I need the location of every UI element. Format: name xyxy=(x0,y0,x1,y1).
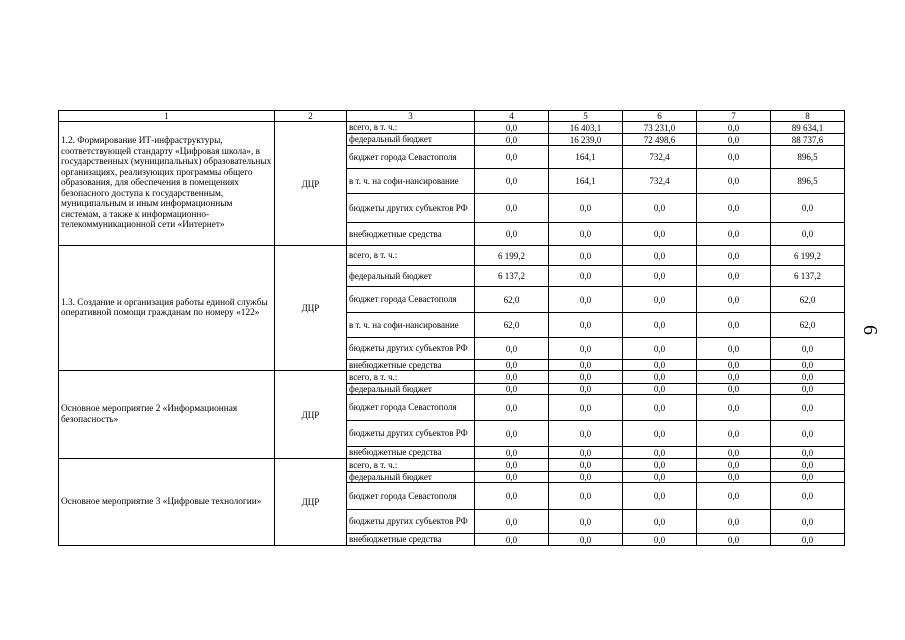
column-number: 5 xyxy=(549,111,623,122)
amount-cell: 0,0 xyxy=(623,338,697,360)
funding-source: всего, в т. ч.: xyxy=(347,246,475,266)
amount-cell: 164,1 xyxy=(549,169,623,194)
amount-cell: 0,0 xyxy=(549,371,623,384)
column-number: 8 xyxy=(771,111,845,122)
amount-cell: 0,0 xyxy=(475,223,549,246)
amount-cell: 0,0 xyxy=(549,447,623,459)
amount-cell: 0,0 xyxy=(771,510,845,534)
amount-cell: 0,0 xyxy=(623,360,697,371)
amount-cell: 0,0 xyxy=(623,287,697,313)
funding-source: бюджет города Севастополя xyxy=(347,483,475,510)
amount-cell: 0,0 xyxy=(623,483,697,510)
funding-source: в т. ч. на софи-нансирование xyxy=(347,313,475,338)
column-number: 2 xyxy=(275,111,347,122)
amount-cell: 0,0 xyxy=(697,360,771,371)
amount-cell: 0,0 xyxy=(771,360,845,371)
page-number: 6 xyxy=(859,325,881,335)
amount-cell: 0,0 xyxy=(475,360,549,371)
amount-cell: 16 239,0 xyxy=(549,134,623,146)
amount-cell: 0,0 xyxy=(475,122,549,134)
amount-cell: 0,0 xyxy=(623,447,697,459)
amount-cell: 0,0 xyxy=(697,483,771,510)
funding-source: федеральный бюджет xyxy=(347,472,475,483)
amount-cell: 0,0 xyxy=(475,134,549,146)
column-number-row xyxy=(59,111,845,122)
amount-cell: 0,0 xyxy=(549,313,623,338)
amount-cell: 0,0 xyxy=(475,338,549,360)
amount-cell: 89 634,1 xyxy=(771,122,845,134)
amount-cell: 0,0 xyxy=(771,395,845,421)
funding-source: бюджет города Севастополя xyxy=(347,287,475,313)
amount-cell: 0,0 xyxy=(475,384,549,395)
amount-cell: 6 137,2 xyxy=(771,266,845,287)
amount-cell: 0,0 xyxy=(549,223,623,246)
funding-source: внебюджетные средства xyxy=(347,360,475,371)
amount-cell: 0,0 xyxy=(475,371,549,384)
amount-cell: 732,4 xyxy=(623,169,697,194)
amount-cell: 0,0 xyxy=(549,246,623,266)
amount-cell: 0,0 xyxy=(697,510,771,534)
amount-cell: 0,0 xyxy=(623,459,697,472)
amount-cell: 896,5 xyxy=(771,169,845,194)
amount-cell: 0,0 xyxy=(771,384,845,395)
funding-source: бюджет города Севастополя xyxy=(347,395,475,421)
amount-cell: 0,0 xyxy=(475,447,549,459)
amount-cell: 0,0 xyxy=(697,371,771,384)
amount-cell: 0,0 xyxy=(771,472,845,483)
amount-cell: 72 498,6 xyxy=(623,134,697,146)
amount-cell: 0,0 xyxy=(623,421,697,447)
amount-cell: 0,0 xyxy=(697,194,771,223)
column-number: 6 xyxy=(623,111,697,122)
funding-source: внебюджетные средства xyxy=(347,447,475,459)
amount-cell: 6 137,2 xyxy=(475,266,549,287)
amount-cell: 0,0 xyxy=(475,194,549,223)
amount-cell: 0,0 xyxy=(549,510,623,534)
budget-table xyxy=(58,110,845,546)
amount-cell: 0,0 xyxy=(623,313,697,338)
amount-cell: 0,0 xyxy=(623,395,697,421)
amount-cell: 0,0 xyxy=(549,472,623,483)
amount-cell: 0,0 xyxy=(623,246,697,266)
column-number: 4 xyxy=(475,111,549,122)
amount-cell: 0,0 xyxy=(771,371,845,384)
amount-cell: 0,0 xyxy=(771,534,845,546)
executor: ДЦР xyxy=(275,246,347,371)
funding-source: бюджет города Севастополя xyxy=(347,146,475,169)
amount-cell: 0,0 xyxy=(623,384,697,395)
funding-source: внебюджетные средства xyxy=(347,534,475,546)
amount-cell: 0,0 xyxy=(771,447,845,459)
amount-cell: 0,0 xyxy=(697,246,771,266)
budget-table-body xyxy=(59,122,845,546)
column-number: 7 xyxy=(697,111,771,122)
amount-cell: 0,0 xyxy=(475,459,549,472)
amount-cell: 0,0 xyxy=(549,384,623,395)
amount-cell: 0,0 xyxy=(475,483,549,510)
table-row xyxy=(59,246,845,266)
amount-cell: 62,0 xyxy=(771,287,845,313)
amount-cell: 0,0 xyxy=(549,194,623,223)
amount-cell: 0,0 xyxy=(549,338,623,360)
amount-cell: 0,0 xyxy=(549,360,623,371)
amount-cell: 73 231,0 xyxy=(623,122,697,134)
column-number: 3 xyxy=(347,111,475,122)
amount-cell: 6 199,2 xyxy=(771,246,845,266)
executor: ДЦР xyxy=(275,122,347,246)
amount-cell: 0,0 xyxy=(549,287,623,313)
amount-cell: 0,0 xyxy=(475,534,549,546)
table-row xyxy=(59,459,845,472)
amount-cell: 164,1 xyxy=(549,146,623,169)
activity-name: 1.2. Формирование ИТ-инфраструктуры, соответствующей стандарту «Цифровая школа», в государственных (муниципальных) образовательных организациях, реализующих программы общего образования, для обеспечения в помещениях безопасного доступа к государственным, муниципальным и иным информационным системам, а также к информационно-телекоммуникационной сети «Интернет» xyxy=(59,122,275,246)
activity-name: Основное мероприятие 3 «Цифровые технологии» xyxy=(59,459,275,546)
amount-cell: 896,5 xyxy=(771,146,845,169)
amount-cell: 0,0 xyxy=(623,472,697,483)
amount-cell: 0,0 xyxy=(697,534,771,546)
amount-cell: 0,0 xyxy=(549,395,623,421)
amount-cell: 0,0 xyxy=(697,313,771,338)
amount-cell: 0,0 xyxy=(623,371,697,384)
amount-cell: 0,0 xyxy=(475,395,549,421)
funding-source: всего, в т. ч.: xyxy=(347,371,475,384)
amount-cell: 0,0 xyxy=(475,421,549,447)
funding-source: бюджеты других субъектов РФ xyxy=(347,194,475,223)
funding-source: внебюджетные средства xyxy=(347,223,475,246)
funding-source: федеральный бюджет xyxy=(347,266,475,287)
amount-cell: 0,0 xyxy=(697,338,771,360)
amount-cell: 0,0 xyxy=(623,510,697,534)
amount-cell: 0,0 xyxy=(771,338,845,360)
amount-cell: 0,0 xyxy=(623,534,697,546)
amount-cell: 62,0 xyxy=(771,313,845,338)
funding-source: всего, в т. ч.: xyxy=(347,122,475,134)
amount-cell: 88 737,6 xyxy=(771,134,845,146)
amount-cell: 0,0 xyxy=(771,194,845,223)
amount-cell: 0,0 xyxy=(697,287,771,313)
amount-cell: 0,0 xyxy=(771,421,845,447)
amount-cell: 0,0 xyxy=(549,534,623,546)
amount-cell: 0,0 xyxy=(475,510,549,534)
amount-cell: 62,0 xyxy=(475,287,549,313)
table-row xyxy=(59,371,845,384)
funding-source: бюджеты других субъектов РФ xyxy=(347,338,475,360)
amount-cell: 0,0 xyxy=(697,223,771,246)
amount-cell: 6 199,2 xyxy=(475,246,549,266)
amount-cell: 0,0 xyxy=(549,266,623,287)
amount-cell: 16 403,1 xyxy=(549,122,623,134)
amount-cell: 0,0 xyxy=(475,146,549,169)
column-number: 1 xyxy=(59,111,275,122)
funding-source: федеральный бюджет xyxy=(347,134,475,146)
funding-source: бюджеты других субъектов РФ xyxy=(347,421,475,447)
activity-name: 1.3. Создание и организация работы единой службы оперативной помощи гражданам по номеру «122» xyxy=(59,246,275,371)
activity-name: Основное мероприятие 2 «Информационная безопасность» xyxy=(59,371,275,459)
amount-cell: 0,0 xyxy=(697,146,771,169)
amount-cell: 0,0 xyxy=(697,459,771,472)
amount-cell: 0,0 xyxy=(697,266,771,287)
amount-cell: 0,0 xyxy=(697,395,771,421)
amount-cell: 0,0 xyxy=(697,447,771,459)
amount-cell: 0,0 xyxy=(697,421,771,447)
amount-cell: 0,0 xyxy=(697,472,771,483)
funding-source: бюджеты других субъектов РФ xyxy=(347,510,475,534)
executor: ДЦР xyxy=(275,459,347,546)
executor: ДЦР xyxy=(275,371,347,459)
amount-cell: 0,0 xyxy=(697,134,771,146)
amount-cell: 62,0 xyxy=(475,313,549,338)
amount-cell: 0,0 xyxy=(623,194,697,223)
amount-cell: 0,0 xyxy=(771,483,845,510)
amount-cell: 0,0 xyxy=(771,459,845,472)
funding-source: всего, в т. ч.: xyxy=(347,459,475,472)
table-row xyxy=(59,122,845,134)
amount-cell: 0,0 xyxy=(475,472,549,483)
amount-cell: 0,0 xyxy=(549,459,623,472)
funding-source: в т. ч. на софи-нансирование xyxy=(347,169,475,194)
funding-source: федеральный бюджет xyxy=(347,384,475,395)
amount-cell: 0,0 xyxy=(549,421,623,447)
amount-cell: 0,0 xyxy=(623,223,697,246)
amount-cell: 0,0 xyxy=(697,384,771,395)
amount-cell: 0,0 xyxy=(549,483,623,510)
amount-cell: 0,0 xyxy=(623,266,697,287)
amount-cell: 732,4 xyxy=(623,146,697,169)
amount-cell: 0,0 xyxy=(697,122,771,134)
amount-cell: 0,0 xyxy=(697,169,771,194)
amount-cell: 0,0 xyxy=(475,169,549,194)
amount-cell: 0,0 xyxy=(771,223,845,246)
